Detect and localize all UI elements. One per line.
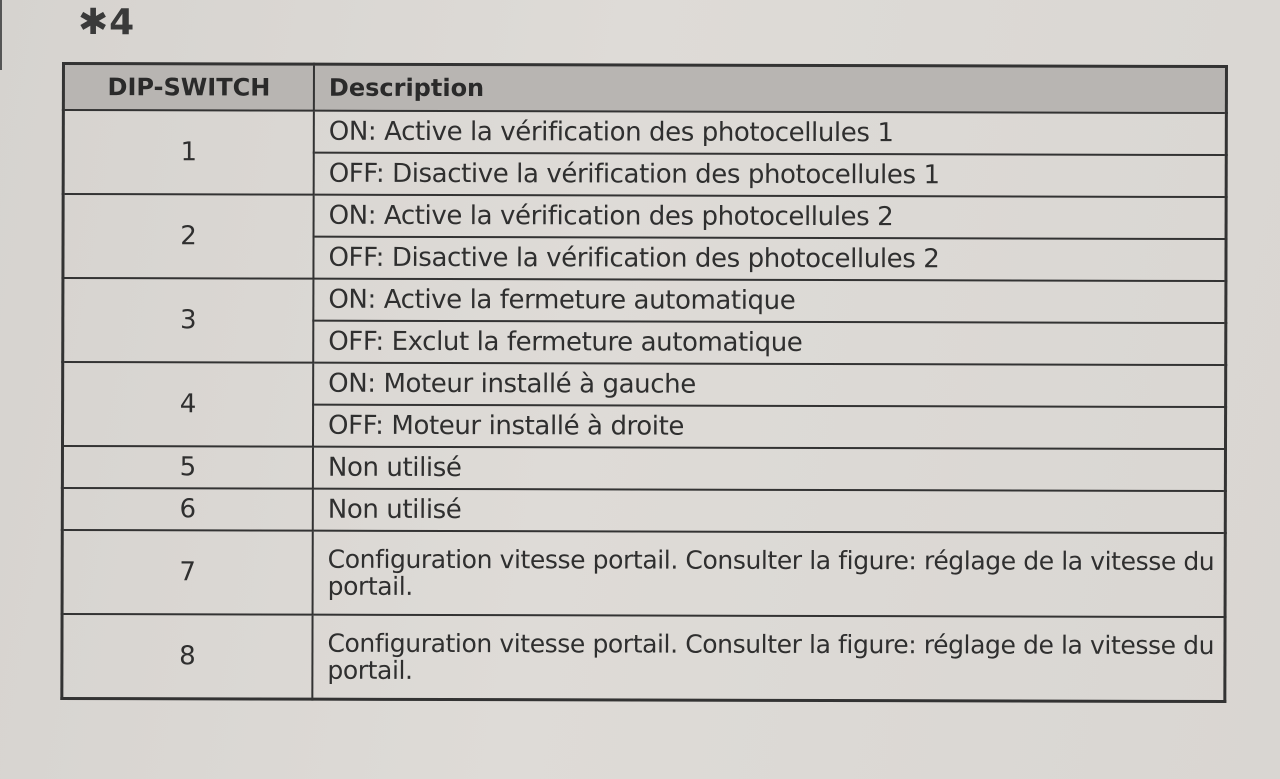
description-on: ON: Active la vérification des photocellules 1 xyxy=(314,111,1227,155)
switch-number: 7 xyxy=(62,530,313,615)
switch-number: 4 xyxy=(62,362,313,447)
header-dip-switch: DIP-SWITCH xyxy=(63,64,314,111)
table-row xyxy=(62,488,1225,533)
table-row xyxy=(63,362,1226,407)
table-row xyxy=(62,446,1225,491)
description-on: ON: Active la fermeture automatique xyxy=(313,279,1226,323)
table-row xyxy=(63,194,1226,239)
page-edge-line xyxy=(0,0,2,70)
description-text: Non utilisé xyxy=(313,447,1226,491)
switch-number: 8 xyxy=(62,614,313,699)
table-row xyxy=(63,278,1226,323)
switch-number: 3 xyxy=(63,278,314,363)
table-header-row xyxy=(63,64,1226,114)
dip-switch-table xyxy=(60,62,1228,703)
table-row xyxy=(62,614,1225,702)
description-text: Configuration vitesse portail. Consulter la figure: réglage de la vitesse du portail. xyxy=(312,615,1225,702)
description-text: Non utilisé xyxy=(313,489,1226,533)
description-off: OFF: Disactive la vérification des photocellules 1 xyxy=(314,153,1227,197)
description-text: Configuration vitesse portail. Consulter la figure: réglage de la vitesse du portail. xyxy=(313,531,1226,617)
switch-number: 2 xyxy=(63,194,314,279)
switch-number: 5 xyxy=(62,446,313,489)
table-row xyxy=(63,110,1226,155)
switch-number: 1 xyxy=(63,110,314,195)
description-off: OFF: Moteur installé à droite xyxy=(313,405,1226,449)
header-description: Description xyxy=(314,64,1227,113)
description-on: ON: Moteur installé à gauche xyxy=(313,363,1226,407)
switch-number: 6 xyxy=(62,488,313,531)
description-off: OFF: Disactive la vérification des photocellules 2 xyxy=(313,237,1226,281)
table-row xyxy=(62,530,1225,617)
note-heading: ✱4 xyxy=(78,2,136,43)
description-off: OFF: Exclut la fermeture automatique xyxy=(313,321,1226,365)
description-on: ON: Active la vérification des photocellules 2 xyxy=(314,195,1227,239)
